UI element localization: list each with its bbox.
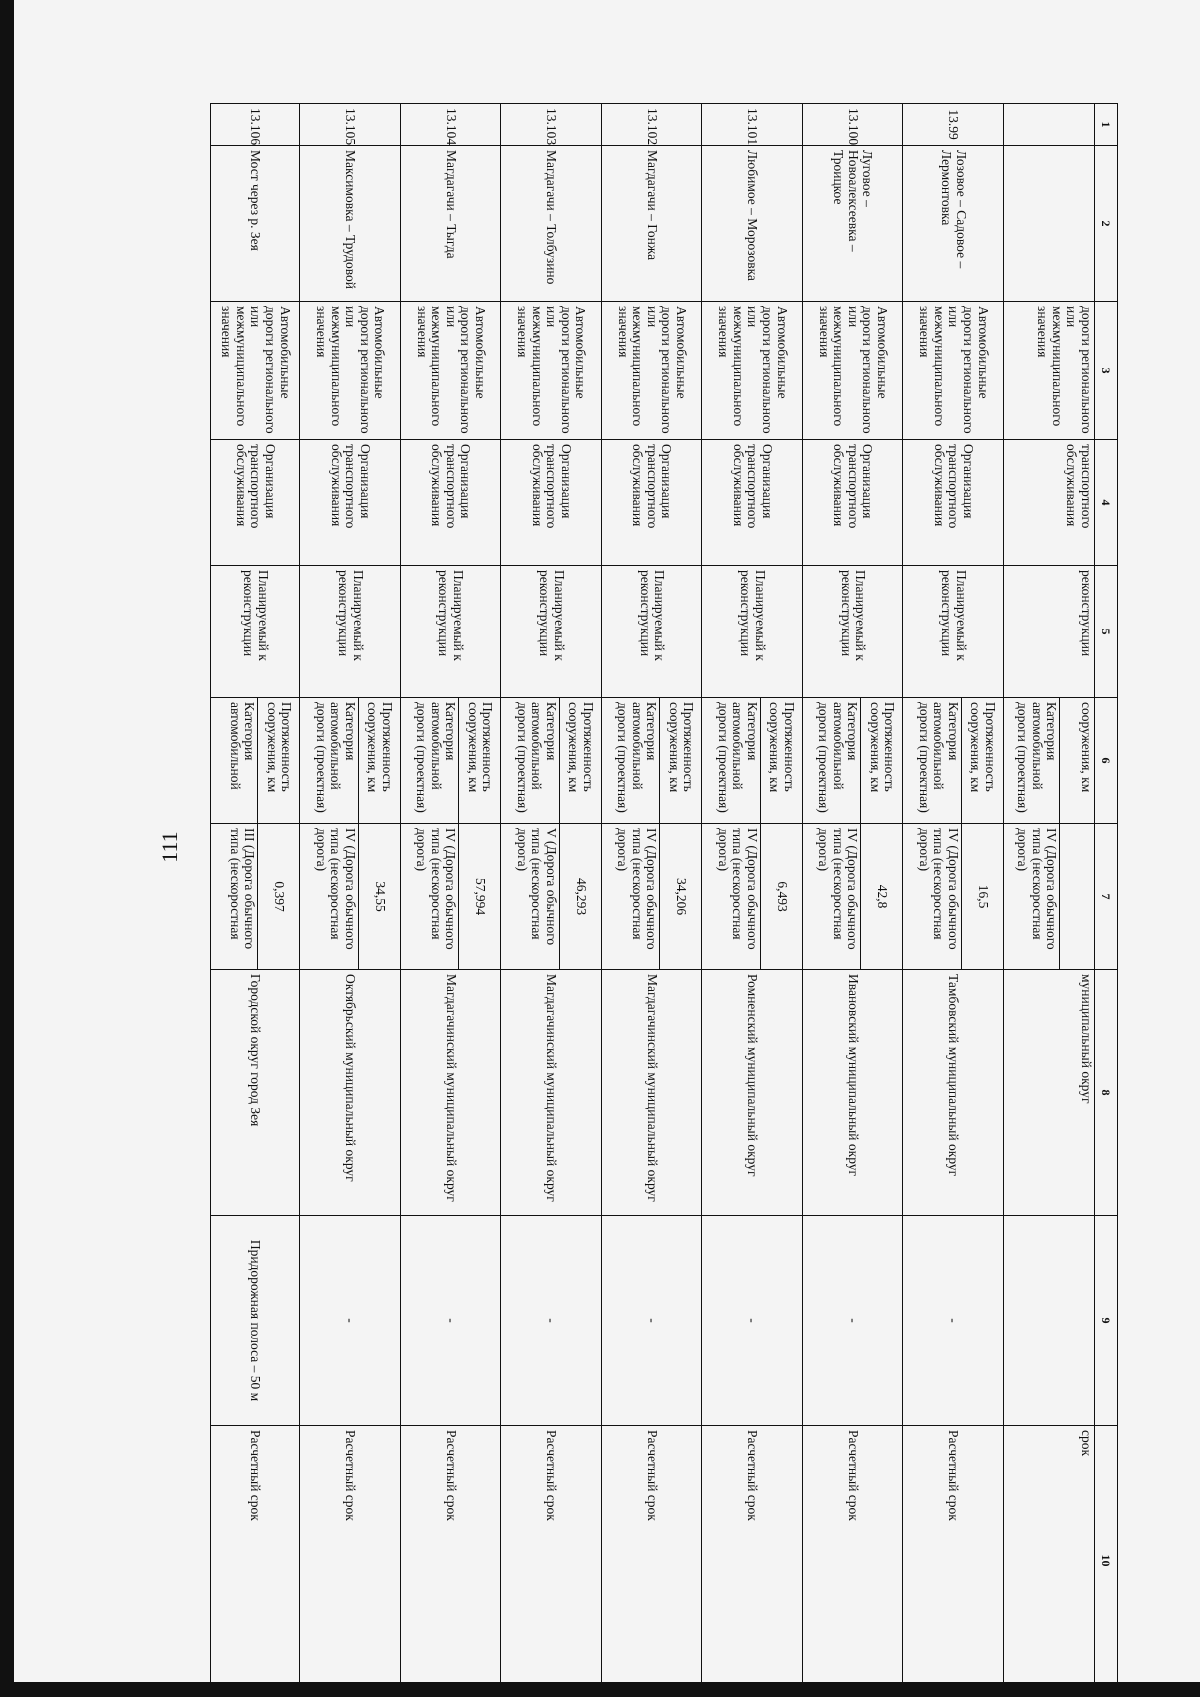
cell-type: Автомобильные дороги регионального или межмуниципального значения — [300, 302, 401, 440]
cell-name — [1003, 146, 1094, 302]
cell-name: Любимое – Морозовка — [702, 146, 803, 302]
column-header: 8 — [1095, 970, 1118, 1216]
cell-characteristic: сооружения, км — [1060, 698, 1095, 824]
cell-purpose: транспортного обслуживания — [1003, 440, 1094, 566]
column-header: 10 — [1095, 1426, 1118, 1696]
cell-name: Магдагачи – Гонжа — [601, 146, 702, 302]
table-row — [459, 104, 501, 1696]
cell-value: 42,8 — [861, 824, 903, 970]
cell-status: Планируемый к реконструкции — [903, 566, 1004, 698]
column-header: 1 — [1095, 104, 1118, 146]
cell-number: 13.104 — [400, 104, 501, 146]
table-row — [258, 104, 300, 1696]
cell-zone: - — [702, 1216, 803, 1426]
cell-zone: - — [400, 1216, 501, 1426]
cell-name: Максимовка – Трудовой — [300, 146, 401, 302]
cell-type: Автомобильные дороги регионального или межмуниципального значения — [903, 302, 1004, 440]
cell-location: Городской округ город Зея — [211, 970, 300, 1216]
cell-term: Расчетный срок — [702, 1426, 803, 1696]
rotated-page — [210, 103, 1118, 1695]
continuation-row — [1060, 104, 1095, 1696]
cell-status: Планируемый к реконструкции — [211, 566, 300, 698]
cell-name: Лозовое – Садовое – Лермонтовка — [903, 146, 1004, 302]
cell-characteristic: Категория автомобильной дороги (проектная) — [300, 698, 359, 824]
cell-value: 57,994 — [459, 824, 501, 970]
cell-zone: - — [903, 1216, 1004, 1426]
cell-characteristic: Категория автомобильной дороги (проектная) — [802, 698, 861, 824]
road-objects-table — [210, 103, 1118, 1696]
cell-characteristic: Протяженность сооружения, км — [258, 698, 300, 824]
cell-location: Ромненский муниципальный округ — [702, 970, 803, 1216]
cell-value: IV (Дорога обычного типа (нескоростная дорога) — [300, 824, 359, 970]
cell-value: III (Дорога обычного типа (нескоростная — [211, 824, 258, 970]
cell-number: 13.102 — [601, 104, 702, 146]
cell-number: 13.103 — [501, 104, 602, 146]
cell-location: Магдагачинский муниципальный округ — [601, 970, 702, 1216]
cell-characteristic: Категория автомобильной дороги (проектная) — [400, 698, 459, 824]
cell-characteristic: Протяженность сооружения, км — [358, 698, 400, 824]
cell-value: IV (Дорога обычного типа (нескоростная дорога) — [400, 824, 459, 970]
cell-type: Автомобильные дороги регионального или межмуниципального значения — [211, 302, 300, 440]
cell-status: Планируемый к реконструкции — [501, 566, 602, 698]
column-header: 9 — [1095, 1216, 1118, 1426]
cell-term: Расчетный срок — [601, 1426, 702, 1696]
cell-value: IV (Дорога обычного типа (нескоростная дорога) — [903, 824, 962, 970]
cell-type: Автомобильные дороги регионального или межмуниципального значения — [400, 302, 501, 440]
cell-term: Расчетный срок — [501, 1426, 602, 1696]
cell-term: Расчетный срок — [903, 1426, 1004, 1696]
cell-characteristic: Категория автомобильной дороги (проектная) — [1003, 698, 1060, 824]
cell-characteristic: Категория автомобильной дороги (проектная) — [702, 698, 761, 824]
cell-type: Автомобильные дороги регионального или межмуниципального значения — [702, 302, 803, 440]
cell-value: IV (Дорога обычного типа (нескоростная дорога) — [1003, 824, 1060, 970]
cell-status: Планируемый к реконструкции — [802, 566, 903, 698]
cell-value — [1060, 824, 1095, 970]
table-row — [962, 104, 1004, 1696]
cell-zone: - — [501, 1216, 602, 1426]
column-header: 7 — [1095, 824, 1118, 970]
cell-number: 13.100 — [802, 104, 903, 146]
cell-name: Луговое – Новоалексеевка – Троицкое — [802, 146, 903, 302]
cell-term: срок — [1003, 1426, 1094, 1696]
cell-term: Расчетный срок — [802, 1426, 903, 1696]
cell-characteristic: Протяженность сооружения, км — [459, 698, 501, 824]
cell-purpose: Организация транспортного обслуживания — [211, 440, 300, 566]
cell-characteristic: Протяженность сооружения, км — [962, 698, 1004, 824]
cell-purpose: Организация транспортного обслуживания — [802, 440, 903, 566]
cell-type: дороги регионального или межмуниципального значения — [1003, 302, 1094, 440]
cell-location: Тамбовский муниципальный округ — [903, 970, 1004, 1216]
cell-name: Мост через р. Зея — [211, 146, 300, 302]
cell-location: Октябрьский муниципальный округ — [300, 970, 401, 1216]
cell-characteristic: Протяженность сооружения, км — [760, 698, 802, 824]
cell-purpose: Организация транспортного обслуживания — [702, 440, 803, 566]
cell-number: 13.105 — [300, 104, 401, 146]
cell-value: 46,293 — [559, 824, 601, 970]
cell-status: Планируемый к реконструкции — [702, 566, 803, 698]
cell-characteristic: Категория автомобильной — [211, 698, 258, 824]
cell-purpose: Организация транспортного обслуживания — [601, 440, 702, 566]
cell-value: IV (Дорога обычного типа (нескоростная дорога) — [601, 824, 660, 970]
cell-purpose: Организация транспортного обслуживания — [400, 440, 501, 566]
cell-value: IV (Дорога обычного типа (нескоростная дорога) — [802, 824, 861, 970]
cell-characteristic: Протяженность сооружения, км — [660, 698, 702, 824]
cell-zone: - — [601, 1216, 702, 1426]
cell-purpose: Организация транспортного обслуживания — [300, 440, 401, 566]
cell-purpose: Организация транспортного обслуживания — [903, 440, 1004, 566]
cell-number: 13.101 — [702, 104, 803, 146]
cell-zone: - — [300, 1216, 401, 1426]
cell-value: 0,397 — [258, 824, 300, 970]
cell-number — [1003, 104, 1094, 146]
cell-value: 16,5 — [962, 824, 1004, 970]
cell-status: Планируемый к реконструкции — [300, 566, 401, 698]
cell-status: Планируемый к реконструкции — [400, 566, 501, 698]
cell-number: 13.99 — [903, 104, 1004, 146]
cell-value: 6,493 — [760, 824, 802, 970]
column-header: 6 — [1095, 698, 1118, 824]
cell-zone: - — [802, 1216, 903, 1426]
cell-purpose: Организация транспортного обслуживания — [501, 440, 602, 566]
cell-characteristic: Категория автомобильной дороги (проектная) — [501, 698, 560, 824]
cell-number: 13.106 — [211, 104, 300, 146]
cell-status: реконструкции — [1003, 566, 1094, 698]
table-row — [358, 104, 400, 1696]
column-header: 4 — [1095, 440, 1118, 566]
column-number-row — [1095, 104, 1118, 1696]
table-row — [861, 104, 903, 1696]
cell-value: 34,55 — [358, 824, 400, 970]
cell-location: Ивановский муниципальный округ — [802, 970, 903, 1216]
table-row — [660, 104, 702, 1696]
cell-type: Автомобильные дороги регионального или межмуниципального значения — [601, 302, 702, 440]
column-header: 5 — [1095, 566, 1118, 698]
cell-characteristic: Протяженность сооружения, км — [861, 698, 903, 824]
table-row — [760, 104, 802, 1696]
cell-zone — [1003, 1216, 1094, 1426]
cell-status: Планируемый к реконструкции — [601, 566, 702, 698]
cell-term: Расчетный срок — [400, 1426, 501, 1696]
cell-term: Расчетный срок — [211, 1426, 300, 1696]
cell-location: Магдагачинский муниципальный округ — [501, 970, 602, 1216]
cell-location: муниципальный округ — [1003, 970, 1094, 1216]
table-row — [559, 104, 601, 1696]
cell-term: Расчетный срок — [300, 1426, 401, 1696]
column-header: 3 — [1095, 302, 1118, 440]
cell-name: Магдагачи – Тыгда — [400, 146, 501, 302]
cell-value: V (Дорога обычного типа (нескоростная дорога) — [501, 824, 560, 970]
cell-characteristic: Протяженность сооружения, км — [559, 698, 601, 824]
cell-zone: Придорожная полоса – 50 м — [211, 1216, 300, 1426]
page-number: 111 — [157, 831, 182, 863]
cell-type: Автомобильные дороги регионального или межмуниципального значения — [802, 302, 903, 440]
cell-name: Магдагачи – Толбузино — [501, 146, 602, 302]
scan-edge-left — [0, 0, 14, 1697]
cell-location: Магдагачинский муниципальный округ — [400, 970, 501, 1216]
cell-type: Автомобильные дороги регионального или межмуниципального значения — [501, 302, 602, 440]
cell-characteristic: Категория автомобильной дороги (проектная) — [903, 698, 962, 824]
cell-value: IV (Дорога обычного типа (нескоростная дорога) — [702, 824, 761, 970]
cell-value: 34,206 — [660, 824, 702, 970]
column-header: 2 — [1095, 146, 1118, 302]
cell-characteristic: Категория автомобильной дороги (проектная) — [601, 698, 660, 824]
